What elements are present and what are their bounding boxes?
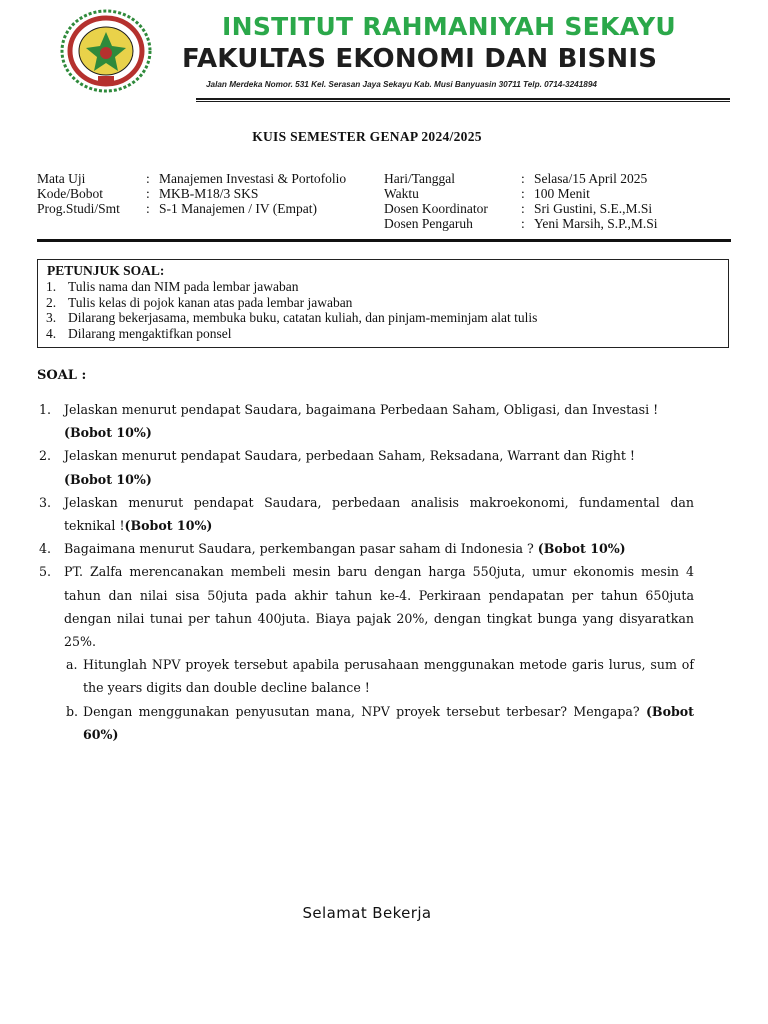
questions-heading: SOAL : [37,368,87,383]
question-item [37,560,694,653]
info-label: Prog.Studi/Smt [37,201,120,216]
instruction-number: 4. [46,325,57,341]
exam-title: KUIS SEMESTER GENAP 2024/2025 [252,129,482,144]
question-number: 1. [39,402,52,417]
instruction-text: Dilarang bekerjasama, membuka buku, catatan kuliah, dan pinjam-meminjam alat tulis [68,310,538,325]
info-label: Mata Uji [37,171,86,186]
question-text: Jelaskan menurut pendapat Saudara, bagaimana Perbedaan Saham, Obligasi, dan Investasi ! [64,402,659,417]
closing-message: Selamat Bekerja [302,904,432,922]
question-text: Jelaskan menurut pendapat Saudara, perbedaan Saham, Reksadana, Warrant dan Right ! [64,448,635,464]
instruction-number: 3. [46,310,57,325]
questions-list [37,398,694,746]
instruction-text: Dilarang mengaktifkan ponsel [68,325,232,341]
instructions-title: PETUNJUK SOAL: [47,263,165,278]
question-weight: (Bobot 10%) [64,425,152,441]
info-value: S-1 Manajemen / IV (Empat) [159,201,317,216]
question-weight: (Bobot 10%) [64,471,152,487]
info-colon: : [521,201,525,216]
info-label: Dosen Pengaruh [384,216,473,231]
question-number: 4. [39,541,52,557]
instruction-item [46,326,537,342]
question-text: Jelaskan menurut pendapat Saudara, perbedaan analisis makroekonomi, fundamental dan teknikal ! [64,494,694,534]
info-label: Kode/Bobot [37,186,103,201]
question-number: 3. [39,494,52,510]
sub-question-letter: b. [66,703,79,719]
instructions-list [46,279,537,341]
faculty-name: FAKULTAS EKONOMI DAN BISNIS [182,44,658,74]
question-text: PT. Zalfa merencanakan membeli mesin baru dengan harga 550juta, umur ekonomis mesin 4 tahun dan nilai sisa 50juta pada akhir tahun ke-4. Perkiraan pendapatan per tahun 650juta dengan nilai tunai per tahun 400juta. Biaya pajak 20%, dengan tingkat bunga yang disyaratkan 25%. [64,564,694,650]
university-logo-icon [58,8,154,94]
instruction-item [46,295,537,311]
question-number: 2. [39,448,52,464]
instruction-item [46,279,537,295]
question-weight: (Bobot 10%) [537,541,626,557]
sub-question-item [37,653,694,699]
question-item [37,537,694,560]
question-item [37,444,694,490]
institution-address: Jalan Merdeka Nomor. 531 Kel. Serasan Jaya Sekayu Kab. Musi Banyuasin 30711 Telp. 0714-3241894 [206,80,597,89]
info-colon: : [146,171,150,186]
info-colon: : [521,216,525,231]
sub-question-letter: a. [66,657,78,673]
sub-question-text: Dengan menggunakan penyusutan mana, NPV proyek tersebut terbesar? Mengapa? [83,703,640,719]
header-divider-thin [196,101,730,102]
sub-question-text: Hitunglah NPV proyek tersebut apabila perusahaan menggunakan metode garis lurus, sum of the years digits dan double decline balance ! [83,657,694,696]
header-divider [196,98,730,100]
info-value: MKB-M18/3 SKS [159,186,259,201]
institution-name: INSTITUT RAHMANIYAH SEKAYU [222,12,676,41]
question-text: Bagaimana menurut Saudara, perkembangan pasar saham di Indonesia ? [64,541,534,557]
instruction-number: 2. [46,294,57,310]
instructions-box [37,259,729,348]
question-number: 5. [39,564,52,580]
info-label: Hari/Tanggal [384,171,456,186]
instruction-text: Tulis nama dan NIM pada lembar jawaban [68,279,299,294]
info-label: Dosen Koordinator [384,201,488,216]
question-weight: (Bobot 10%) [124,518,213,534]
info-value: 100 Menit [534,186,590,201]
question-item [37,491,694,537]
info-value: Manajemen Investasi & Portofolio [159,171,347,186]
info-value: Sri Gustini, S.E.,M.Si [534,201,653,216]
question-item [37,398,694,444]
sub-question-item [37,700,694,746]
sub-question-weight: (Bobot 60%) [83,703,694,742]
info-value: Yeni Marsih, S.P.,M.Si [534,216,658,231]
instruction-text: Tulis kelas di pojok kanan atas pada lembar jawaban [68,294,353,310]
info-label: Waktu [384,186,419,201]
instruction-item [46,310,537,326]
instruction-number: 1. [46,279,57,294]
info-divider [37,239,731,242]
info-colon: : [521,171,525,186]
info-colon: : [146,201,150,216]
info-value: Selasa/15 April 2025 [534,171,648,186]
info-colon: : [146,186,150,201]
info-colon: : [521,186,525,201]
